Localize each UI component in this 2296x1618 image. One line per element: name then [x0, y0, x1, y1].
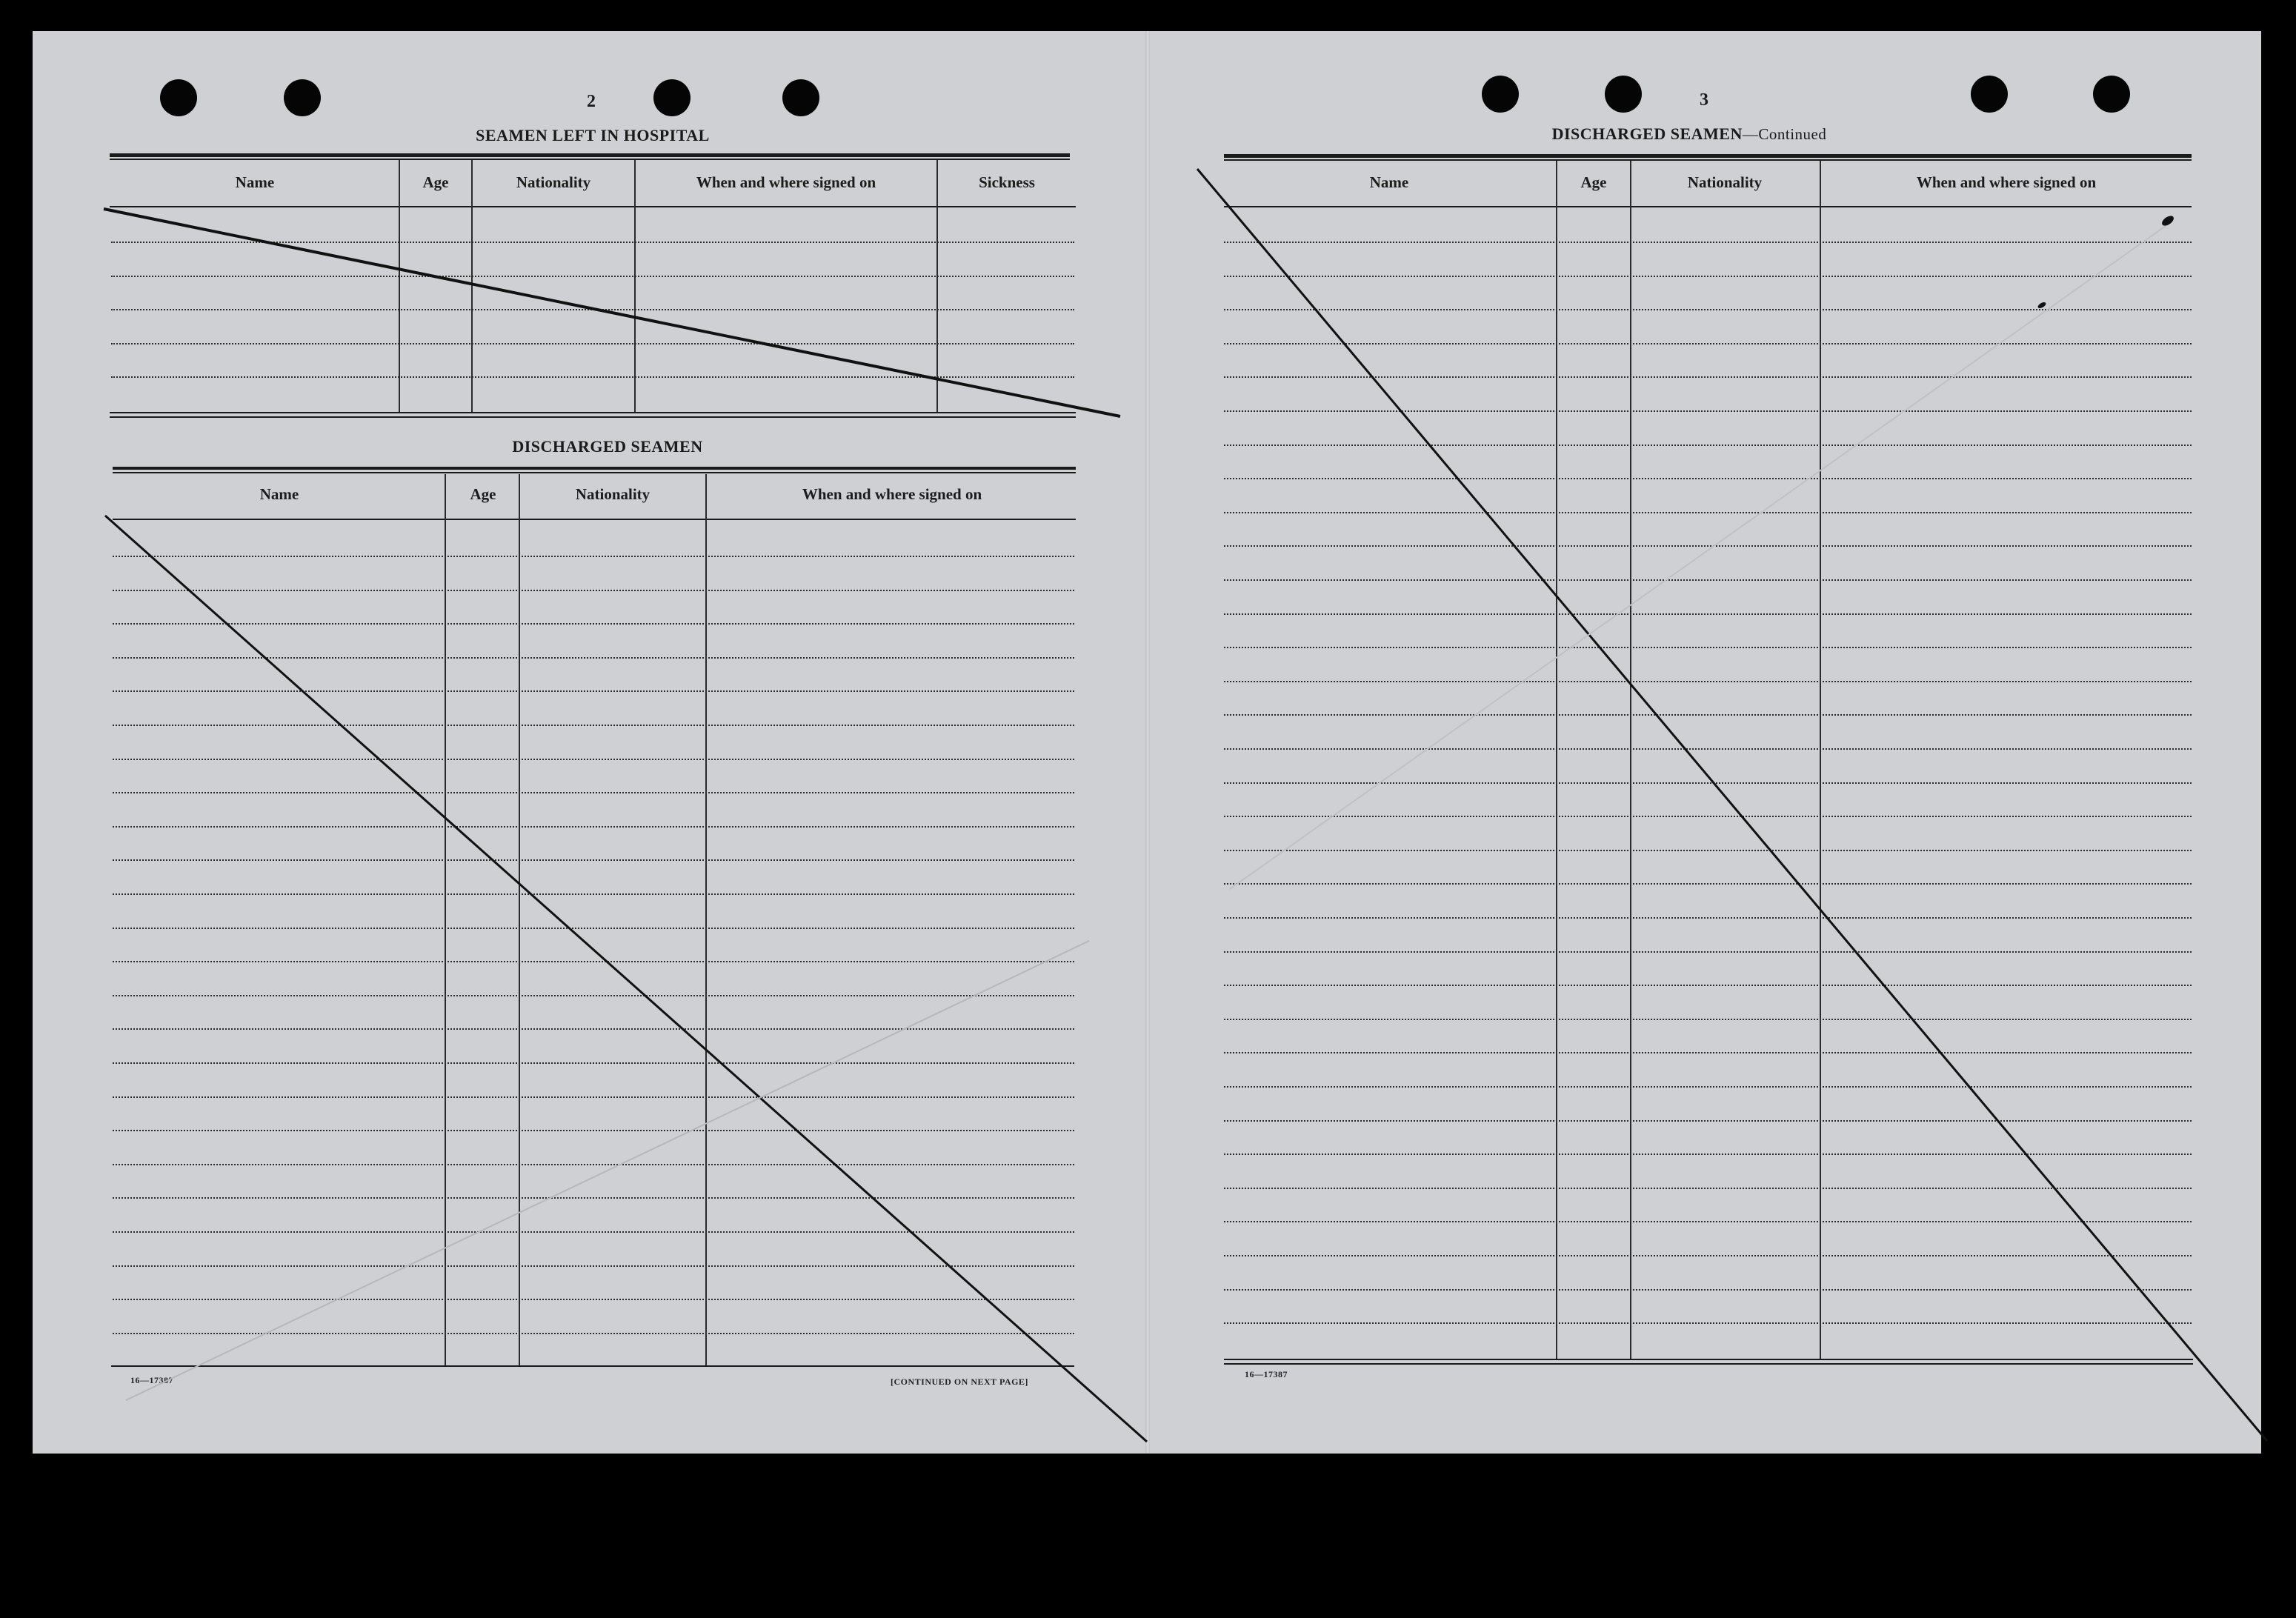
discharged-section-title-left: DISCHARGED SEAMEN	[512, 437, 703, 456]
hospital-section-title: SEAMEN LEFT IN HOSPITAL	[476, 126, 710, 144]
strike-line-hospital	[104, 209, 1120, 416]
discharged-col-age: Age	[470, 485, 496, 503]
page-number-right: 3	[1700, 90, 1708, 110]
title-continued: —Continued	[1742, 125, 1827, 143]
page-number-left: 2	[587, 92, 596, 111]
right-col-nationality: Nationality	[1687, 173, 1763, 191]
hospital-col-nationality: Nationality	[516, 173, 591, 191]
right-col-name: Name	[1369, 173, 1409, 191]
form-number-left: 16—17387	[130, 1375, 173, 1385]
strike-line-discharged-left	[105, 516, 1147, 1442]
hospital-col-age: Age	[422, 173, 449, 191]
ink-mark	[2037, 301, 2046, 309]
right-col-signed-on: When and where signed on	[1916, 173, 2097, 191]
right-col-age: Age	[1580, 173, 1607, 191]
faint-bleed-line	[126, 941, 1089, 1400]
hospital-col-sickness: Sickness	[979, 173, 1035, 191]
ink-mark	[2160, 214, 2175, 228]
faint-bleed-line	[1230, 222, 2171, 889]
title-main: DISCHARGED SEAMEN	[1551, 124, 1743, 143]
hospital-col-name: Name	[235, 173, 275, 191]
hospital-col-signed-on: When and where signed on	[696, 173, 876, 191]
discharged-col-name: Name	[259, 485, 299, 503]
discharged-col-signed-on: When and where signed on	[802, 485, 982, 503]
strike-line-discharged-right	[1197, 169, 2267, 1441]
discharged-col-nationality: Nationality	[575, 485, 650, 503]
form-number-right: 16—17387	[1245, 1369, 1288, 1379]
continued-note: [CONTINUED ON NEXT PAGE]	[891, 1376, 1028, 1387]
